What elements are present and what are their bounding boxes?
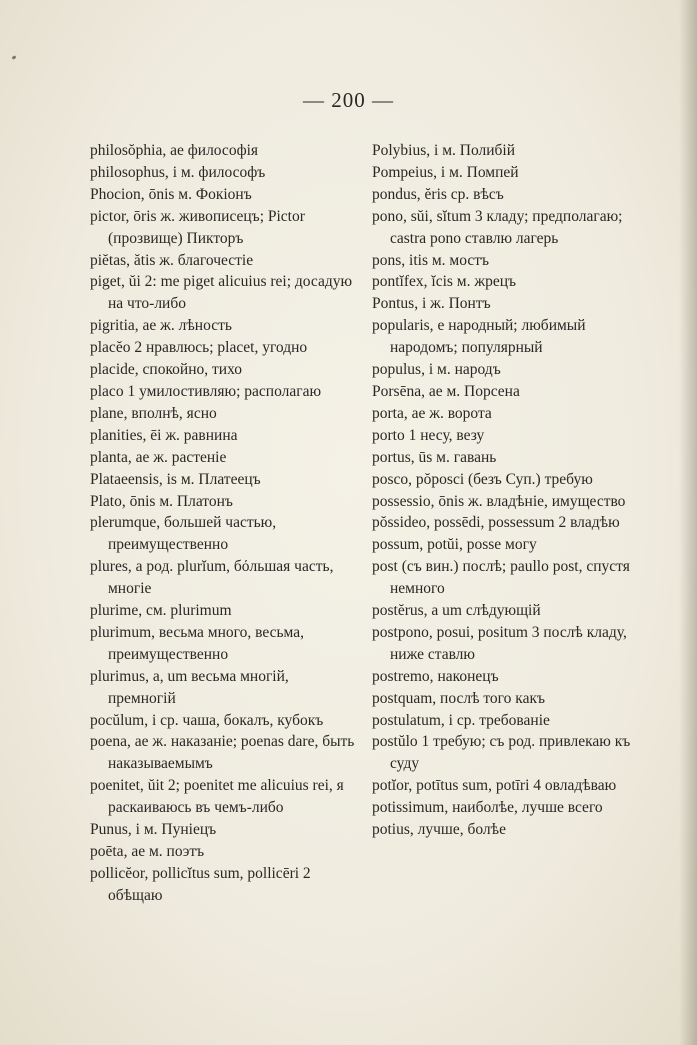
entry-translation: наконецъ: [437, 667, 499, 685]
entry-headword: possum,: [372, 536, 424, 554]
entry-headword: porta,: [372, 404, 408, 422]
entry-translation: ōris ж. живописецъ; Pictor (прозвище) Пикторъ: [108, 207, 305, 247]
entry-translation: ŭi 2: me piget alicuius rei; досадую на что-либо: [108, 273, 353, 313]
dictionary-entry: [372, 556, 642, 600]
dictionary-entry: [372, 512, 642, 534]
entry-translation: лучше, болѣе: [417, 821, 506, 839]
dictionary-entry: [90, 381, 358, 403]
entry-translation: ĭcis м. жрецъ: [431, 273, 517, 291]
dictionary-entry: [90, 710, 358, 732]
entry-translation: possēdi, possessum 2 владѣю: [434, 514, 620, 532]
entry-translation: itis м. мостъ: [409, 251, 490, 269]
dictionary-entry: [372, 666, 642, 688]
dictionary-entry: [90, 841, 358, 863]
entry-headword: posco,: [372, 470, 413, 488]
entry-headword: placĕo: [90, 339, 131, 357]
entry-translation: a um слѣдующій: [431, 602, 541, 620]
entry-headword: plures,: [90, 558, 132, 576]
entry-headword: Pompeius,: [372, 163, 438, 181]
entry-headword: planta,: [90, 448, 132, 466]
dictionary-entry: [90, 315, 358, 337]
entry-headword: portus,: [372, 448, 415, 466]
entry-translation: i м. философъ: [172, 163, 266, 181]
dictionary-entry: [90, 162, 358, 184]
dictionary-entry: [90, 425, 358, 447]
dictionary-entry: [90, 140, 358, 162]
entry-translation: ēi ж. равнина: [150, 426, 238, 444]
entry-translation: ae м. Порсена: [428, 382, 520, 400]
entry-headword: postĕrus,: [372, 602, 428, 620]
entry-translation: см. plurimum: [145, 602, 232, 620]
entry-translation: 1 требую; съ род. привлекаю къ суду: [390, 733, 631, 773]
dictionary-entry: [90, 775, 358, 819]
entry-headword: pocŭlum,: [90, 711, 149, 729]
entry-headword: pons,: [372, 251, 406, 269]
dictionary-entry: [372, 819, 642, 841]
dictionary-entry: [372, 403, 642, 425]
entry-headword: Phocion,: [90, 185, 145, 203]
entry-headword: postulatum,: [372, 711, 445, 729]
paper-speck: [12, 55, 17, 60]
entry-headword: porto: [372, 426, 405, 444]
entry-translation: posui, positum 3 послѣ кладу, ниже ставлю: [390, 623, 627, 663]
dictionary-entry: [90, 556, 358, 600]
entry-headword: potius,: [372, 821, 414, 839]
entry-headword: Pontus,: [372, 295, 419, 313]
entry-translation: ae ж. растеніе: [135, 448, 227, 466]
dictionary-entry: [372, 184, 642, 206]
dictionary-entry: [90, 184, 358, 206]
dictionary-entry: [372, 162, 642, 184]
dictionary-entry: [90, 600, 358, 622]
entry-translation: ae ж. ворота: [411, 404, 492, 422]
dictionary-entry: [90, 337, 358, 359]
dictionary-entry: [90, 403, 358, 425]
dictionary-entry: [90, 491, 358, 513]
dictionary-entry: [90, 447, 358, 469]
dictionary-entry: [372, 447, 642, 469]
entry-translation: ōnis м. Платонъ: [129, 492, 233, 510]
entry-headword: pono,: [372, 207, 407, 225]
entry-headword: plurimum,: [90, 623, 156, 641]
entry-translation: a, um весьма многій, премногій: [108, 667, 289, 707]
entry-headword: Porsēna,: [372, 382, 425, 400]
right-column: [372, 140, 642, 841]
entry-headword: poena,: [90, 733, 131, 751]
entry-translation: большей частью, преимущественно: [108, 514, 277, 554]
entry-translation: i м. народъ: [428, 361, 501, 379]
page-number: — 200 —: [303, 88, 394, 112]
entry-headword: pŏssideo,: [372, 514, 431, 532]
entry-headword: Punus,: [90, 821, 132, 839]
entry-headword: postquam,: [372, 689, 437, 707]
dictionary-entry: [90, 666, 358, 710]
entry-headword: plurime,: [90, 602, 143, 620]
entry-translation: ae ж. наказаніе; poenas dare, быть наказываемымъ: [108, 733, 355, 773]
entry-translation: i м. Пуніецъ: [135, 821, 217, 839]
entry-headword: placide,: [90, 361, 139, 379]
entry-headword: piget,: [90, 273, 125, 291]
entry-translation: is м. Платеецъ: [166, 470, 261, 488]
entry-translation: sŭi, sĭtum 3 кладу; предполагаю; castra pono ставлю лагерь: [390, 207, 623, 247]
entry-translation: potŭi, posse могу: [427, 536, 537, 554]
dictionary-entry: [90, 469, 358, 491]
entry-translation: ŭit 2; poenitet me alicuius rei, я раскаиваюсь въ чемъ-либо: [108, 777, 344, 817]
entry-translation: i ср. требованіе: [448, 711, 550, 729]
dictionary-entry: [372, 534, 642, 556]
dictionary-entry: [372, 600, 642, 622]
entry-headword: pigritia,: [90, 317, 139, 335]
entry-translation: ĕris ср. вѣсъ: [424, 185, 504, 203]
dictionary-entry: [90, 250, 358, 272]
entry-translation: спокойно, тихо: [142, 361, 243, 379]
entry-translation: i ж. Понтъ: [421, 295, 491, 313]
dictionary-entry: [90, 271, 358, 315]
entry-translation: 2 нравлюсь; placet, угодно: [134, 339, 308, 357]
entry-headword: pontĭfex,: [372, 273, 428, 291]
page-edge-shadow: [679, 0, 697, 1045]
entry-translation: i м. Полибій: [434, 142, 516, 159]
entry-headword: Polybius,: [372, 142, 431, 159]
dictionary-entry: [372, 250, 642, 272]
dictionary-entry: [372, 469, 642, 491]
entry-translation: potītus sum, potīri 4 овладѣваю: [416, 777, 617, 795]
entry-headword: philosŏphia,: [90, 142, 167, 159]
left-column: [90, 140, 358, 907]
entry-headword: populus,: [372, 361, 425, 379]
entry-headword: pollicĕor,: [90, 864, 149, 882]
entry-headword: postŭlo: [372, 733, 418, 751]
dictionary-entry: [372, 731, 642, 775]
dictionary-entry: [372, 359, 642, 381]
entry-translation: pŏposci (безъ Суп.) требую: [415, 470, 593, 488]
entry-headword: poenitet,: [90, 777, 144, 795]
entry-translation: ae философія: [170, 142, 259, 159]
dictionary-entry: [372, 271, 642, 293]
entry-translation: ae м. поэтъ: [131, 843, 205, 860]
dictionary-entry: [90, 359, 358, 381]
entry-translation: весьма много, весьма, преимущественно: [108, 623, 305, 663]
dictionary-entry: [90, 622, 358, 666]
entry-headword: piĕtas,: [90, 251, 131, 269]
entry-translation: ūs м. гавань: [418, 448, 497, 466]
entry-translation: (съ вин.) послѣ; paullo post, спустя немного: [390, 558, 630, 598]
dictionary-entry: [372, 622, 642, 666]
entry-translation: i м. Помпей: [440, 163, 519, 181]
entry-translation: a род. plurĭum, бόльшая часть, многіе: [108, 558, 334, 598]
entry-headword: pictor,: [90, 207, 130, 225]
entry-headword: possessio,: [372, 492, 435, 510]
entry-headword: philosophus,: [90, 163, 169, 181]
dictionary-entry: [372, 381, 642, 403]
entry-headword: popularis,: [372, 317, 434, 335]
entry-translation: ōnis м. Фокіонъ: [148, 185, 252, 203]
entry-translation: e народный; любимый народомъ; популярный: [390, 317, 586, 357]
entry-translation: послѣ того какъ: [440, 689, 546, 707]
entry-headword: planities,: [90, 426, 147, 444]
entry-headword: plerumque,: [90, 514, 161, 532]
entry-headword: poēta,: [90, 843, 128, 860]
entry-headword: placo: [90, 382, 124, 400]
entry-headword: postremo,: [372, 667, 434, 685]
entry-translation: i ср. чаша, бокалъ, кубокъ: [152, 711, 324, 729]
entry-translation: 1 умилостивляю; располагаю: [127, 382, 322, 400]
entry-translation: 1 несу, везу: [408, 426, 485, 444]
entry-headword: plurimus,: [90, 667, 149, 685]
entry-translation: pollicĭtus sum, pollicēri 2 обѣщаю: [108, 864, 311, 904]
dictionary-entry: [372, 140, 642, 162]
dictionary-entry: [90, 863, 358, 907]
entry-translation: ătis ж. благочестіе: [133, 251, 254, 269]
entry-headword: pondus,: [372, 185, 421, 203]
dictionary-entry: [372, 688, 642, 710]
dictionary-entry: [90, 819, 358, 841]
entry-headword: plane,: [90, 404, 128, 422]
entry-headword: post: [372, 558, 398, 576]
entry-headword: Plato,: [90, 492, 126, 510]
dictionary-entry: [372, 710, 642, 732]
dictionary-entry: [372, 491, 642, 513]
entry-translation: ōnis ж. владѣніе, имущество: [438, 492, 626, 510]
dictionary-entry: [372, 293, 642, 315]
entry-translation: вполнѣ, ясно: [131, 404, 217, 422]
entry-headword: potĭor,: [372, 777, 413, 795]
dictionary-entry: [372, 206, 642, 250]
dictionary-entry: [372, 775, 642, 797]
dictionary-entry: [90, 512, 358, 556]
entry-headword: Plataeensis,: [90, 470, 163, 488]
entry-translation: наиболѣе, лучше всего: [452, 799, 603, 817]
dictionary-entry: [90, 206, 358, 250]
entry-headword: postpono,: [372, 623, 433, 641]
dictionary-entry: [372, 797, 642, 819]
entry-translation: ae ж. лѣность: [142, 317, 232, 335]
dictionary-entry: [372, 425, 642, 447]
dictionary-entry: [90, 731, 358, 775]
entry-headword: potissimum,: [372, 799, 449, 817]
dictionary-entry: [372, 315, 642, 359]
